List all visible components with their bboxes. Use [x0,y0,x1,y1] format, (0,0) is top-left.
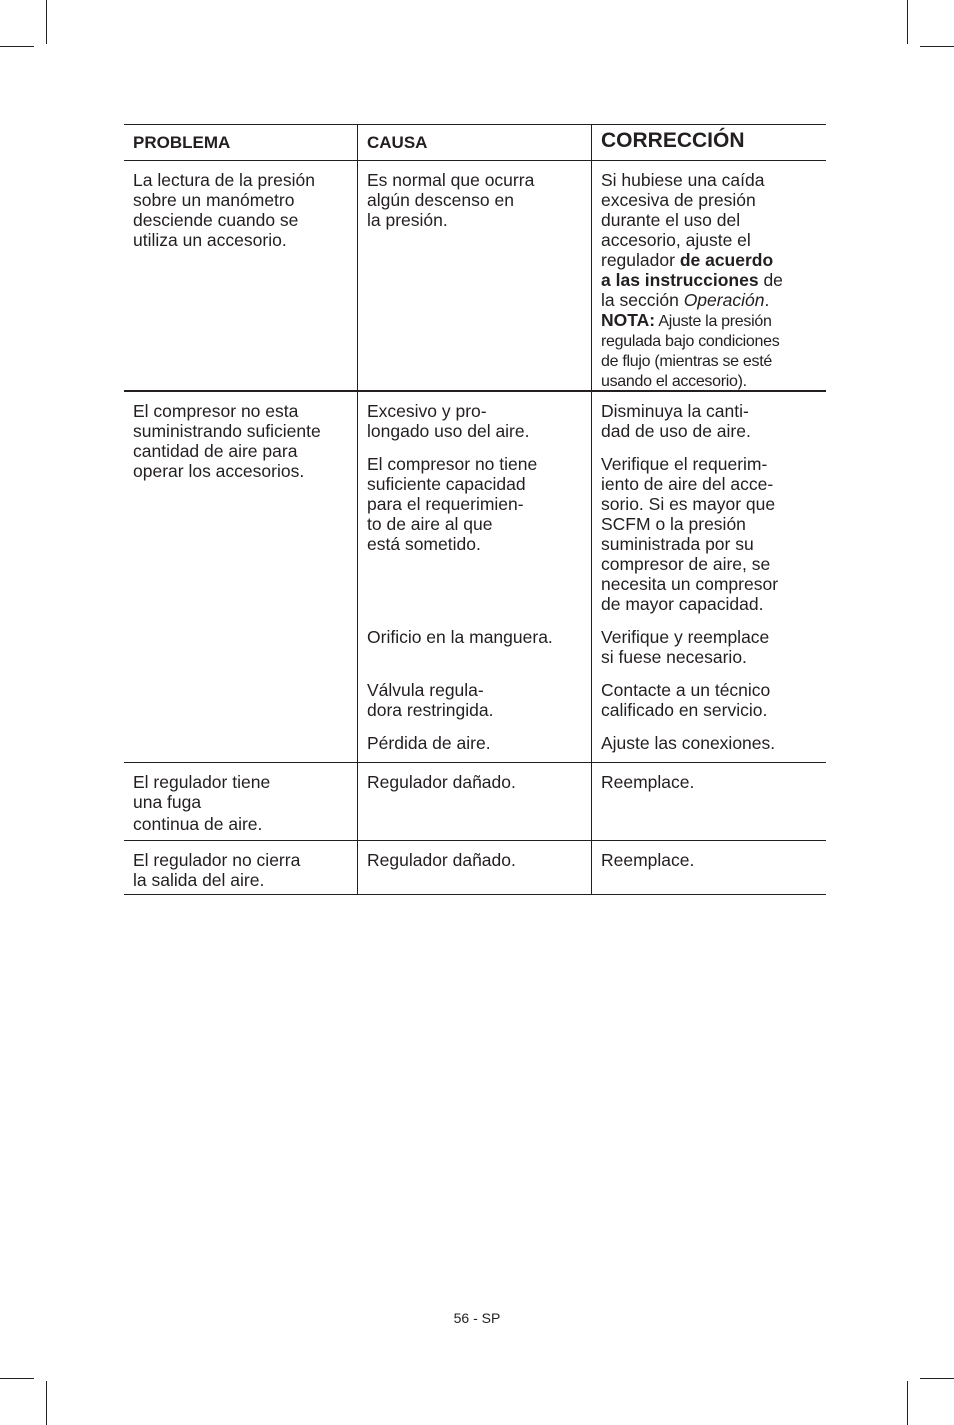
text-line: El regulador no cierra [133,850,301,870]
text-line: Es normal que ocurra [367,170,535,190]
crop-mark [920,1378,954,1379]
crop-mark [907,1381,908,1425]
text-line: Contacte a un técnico [601,680,771,700]
problem-cell [124,161,358,390]
correction-item [601,401,818,441]
header-correction: CORRECCIÓN [601,129,745,152]
text-line: Verifique y reemplace [601,627,770,647]
cause-item [367,627,583,647]
crop-mark [46,0,47,44]
text-line: una fuga [133,792,202,812]
text-line: Reemplace. [601,850,695,870]
problem-cell [124,841,358,894]
text-line: Orificio en la manguera. [367,627,553,647]
header-cause: CAUSA [358,125,592,160]
correction-cell [592,763,826,840]
text-line: SCFM o la presión [601,514,746,534]
text-line: cantidad de aire para [133,441,298,461]
text-line: dad de uso de aire. [601,421,751,441]
text-fragment: de [758,270,783,290]
note-label: NOTA: [601,310,656,330]
correction-item [601,733,818,753]
bold-text: de acuerdo [679,250,774,270]
crop-mark [0,1378,34,1379]
text-line: suficiente capacidad [367,474,526,494]
text-line: está sometido. [367,534,481,554]
text-line: La lectura de la presión [133,170,315,190]
text-line: El regulador tiene [133,772,271,792]
text-line: Verifique el requerim- [601,454,768,474]
note-line: de flujo (mientras se esté [601,353,772,370]
correction-item [601,454,818,614]
crop-mark [0,46,34,47]
text-line: El compresor no esta [133,401,299,421]
text-line: utiliza un accesorio. [133,230,287,250]
text-line: excesiva de presión [601,190,756,210]
header-problem: PROBLEMA [124,125,358,160]
note-line: usando el accesorio). [601,373,747,390]
text-line: El compresor no tiene [367,454,538,474]
text-line: to de aire al que [367,514,493,534]
problem-cell [124,763,358,840]
correction-item [601,680,818,720]
text-line: desciende cuando se [133,210,299,230]
correction-cell [592,161,826,390]
text-line: Válvula regula- [367,680,484,700]
note-text: Ajuste la presión [655,313,772,330]
crop-mark [920,46,954,47]
text-line: Reemplace. [601,772,695,792]
problem-cell [124,392,358,762]
crop-mark [46,1381,47,1425]
correction-cell [592,841,826,894]
text-line: algún descenso en [367,190,514,210]
text-line [601,250,818,270]
text-line: sobre un manómetro [133,190,295,210]
cause-item [367,454,583,554]
text-line [601,270,818,290]
text-line: operar los accesorios. [133,461,305,481]
text-line: suministrando suficiente [133,421,321,441]
text-line: Si hubiese una caída [601,170,765,190]
text-line: la salida del aire. [133,870,265,890]
text-line: necesita un compresor [601,574,779,594]
text-line: Pérdida de aire. [367,733,491,753]
italic-text: Operación [683,290,765,310]
text-line: compresor de aire, se [601,554,771,574]
text-line: iento de aire del acce- [601,474,774,494]
cause-cell [358,392,592,762]
note-line [601,310,818,332]
correction-cell [592,392,826,762]
text-line: sorio. Si es mayor que [601,494,776,514]
cause-item [367,401,583,441]
table-header-row [124,124,826,161]
text-fragment: regulador [601,250,680,270]
cause-cell [358,841,592,894]
text-fragment: la sección [601,290,684,310]
text-line: de mayor capacidad. [601,594,764,614]
text-line: Ajuste las conexiones. [601,733,776,753]
table-row [124,841,826,895]
text-line [601,290,818,310]
text-line: Disminuya la canti- [601,401,749,421]
text-line: la presión. [367,210,448,230]
cause-item [367,680,583,720]
bold-text: a las instrucciones [601,270,759,290]
troubleshooting-table [124,124,826,895]
text-line: Excesivo y pro- [367,401,487,421]
text-line: dora restringida. [367,700,494,720]
table-row [124,763,826,841]
text-line: para el requerimien- [367,494,524,514]
correction-item [601,627,818,667]
page-number: 56 - SP [453,1310,501,1326]
cause-cell [358,763,592,840]
table-row [124,392,826,763]
text-line: Regulador dañado. [367,772,516,792]
text-line: durante el uso del [601,210,741,230]
text-fragment: . [764,290,770,310]
cause-cell [358,161,592,390]
text-line: suministrada por su [601,534,754,554]
text-line: si fuese necesario. [601,647,747,667]
text-line: Regulador dañado. [367,850,516,870]
cause-item [367,733,583,753]
table-row [124,161,826,392]
text-line: continua de aire. [133,814,263,834]
note-line: regulada bajo condiciones [601,333,780,350]
text-line: longado uso del aire. [367,421,530,441]
text-line: calificado en servicio. [601,700,768,720]
text-line: accesorio, ajuste el [601,230,751,250]
crop-mark [907,0,908,44]
